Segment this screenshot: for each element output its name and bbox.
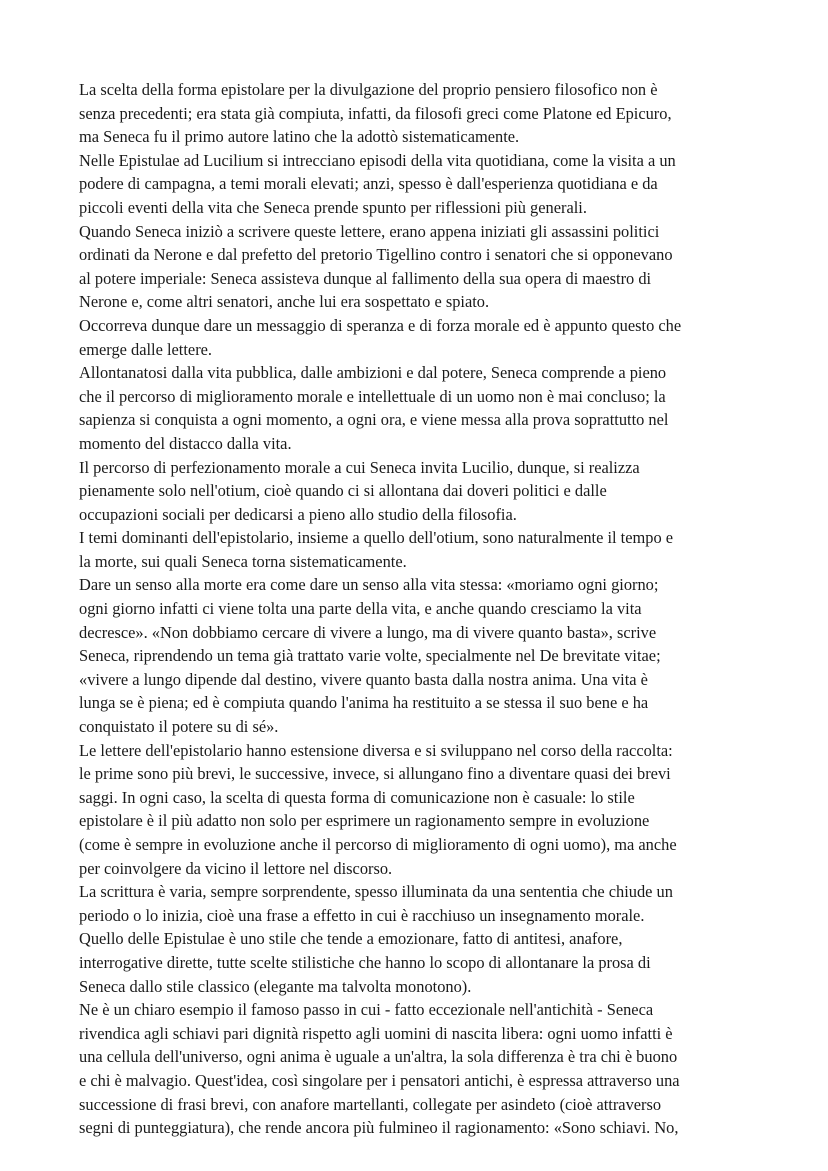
text-line: sapienza si conquista a ogni momento, a ogni ora, e viene messa alla prova soprattutto nel xyxy=(79,410,669,430)
text-line: pienamente solo nell'otium, cioè quando ci si allontana dai doveri politici e dalle xyxy=(79,481,607,501)
text-line: Nerone e, come altri senatori, anche lui era sospettato e spiato. xyxy=(79,292,490,312)
text-line: le prime sono più brevi, le successive, invece, si allungano fino a diventare quasi dei brevi xyxy=(79,764,671,784)
text-line: la morte, sui quali Seneca torna sistematicamente. xyxy=(79,551,407,571)
text-line: Il percorso di perfezionamento morale a cui Seneca invita Lucilio, dunque, si realizza xyxy=(79,457,640,477)
text-line: periodo o lo inizia, cioè una frase a effetto in cui è racchiuso un insegnamento morale. xyxy=(79,905,645,925)
text-line: che il percorso di miglioramento morale e intellettuale di un uomo non è mai concluso; la xyxy=(79,386,666,406)
text-line: interrogative dirette, tutte scelte stilistiche che hanno lo scopo di allontanare la prosa di xyxy=(79,952,651,972)
text-line: senza precedenti; era stata già compiuta, infatti, da filosofi greci come Platone ed Epicuro, xyxy=(79,103,672,123)
text-line: conquistato il potere su di sé». xyxy=(79,717,279,737)
text-line: (come è sempre in evoluzione anche il percorso di miglioramento di ogni uomo), ma anche xyxy=(79,835,677,854)
document-page xyxy=(79,78,759,1140)
text-line: ordinati da Nerone e dal prefetto del pretorio Tigellino contro i senatori che si opponevano xyxy=(79,245,673,265)
text-line: podere di campagna, a temi morali elevati; anzi, spesso è dall'esperienza quotidiana e da xyxy=(79,174,658,194)
text-line: La scrittura è varia, sempre sorprendente, spesso illuminata da una sententia che chiude un xyxy=(79,882,673,902)
text-line: Ne è un chiaro esempio il famoso passo in cui - fatto eccezionale nell'antichità - Seneca xyxy=(79,1000,654,1020)
text-line: Nelle Epistulae ad Lucilium si intrecciano episodi della vita quotidiana, come la visita a un xyxy=(79,150,676,170)
text-line: Quando Seneca iniziò a scrivere queste lettere, erano appena iniziati gli assassini politici xyxy=(79,221,660,241)
text-line: La scelta della forma epistolare per la divulgazione del proprio pensiero filosofico non è xyxy=(79,80,658,99)
text-line: lunga se è piena; ed è compiuta quando l'anima ha restituito a se stessa il suo bene e ha xyxy=(79,693,649,713)
text-line: I temi dominanti dell'epistolario, insieme a quello dell'otium, sono naturalmente il tempo e xyxy=(79,528,674,548)
text-line: epistolare è il più adatto non solo per esprimere un ragionamento sempre in evoluzione xyxy=(79,811,650,831)
text-line: emerge dalle lettere. xyxy=(79,339,213,359)
text-line: Seneca, riprendendo un tema già trattato varie volte, specialmente nel De brevitate vitae; xyxy=(79,646,661,666)
text-line: Le lettere dell'epistolario hanno estensione diversa e si sviluppano nel corso della raccolta: xyxy=(79,740,673,760)
text-line: occupazioni sociali per dedicarsi a pieno allo studio della filosofia. xyxy=(79,504,517,524)
text-line: piccoli eventi della vita che Seneca prende spunto per riflessioni più generali. xyxy=(79,197,587,217)
text-line: Occorreva dunque dare un messaggio di speranza e di forza morale ed è appunto questo che xyxy=(79,315,682,335)
text-line: Seneca dallo stile classico (elegante ma talvolta monotono). xyxy=(79,976,472,996)
text-line: rivendica agli schiavi pari dignità rispetto agli uomini di nascita libera: ogni uomo infatti è xyxy=(79,1023,673,1043)
text-line: segni di punteggiatura), che rende ancora più fulmineo il ragionamento: «Sono schiavi. No, xyxy=(79,1118,679,1138)
text-line: saggi. In ogni caso, la scelta di questa forma di comunicazione non è casuale: lo stile xyxy=(79,787,635,807)
text-line: ma Seneca fu il primo autore latino che la adottò sistematicamente. xyxy=(79,127,520,147)
text-line: Allontanatosi dalla vita pubblica, dalle ambizioni e dal potere, Seneca comprende a pieno xyxy=(79,363,667,383)
text-line: momento del distacco dalla vita. xyxy=(79,433,292,453)
text-line: successione di frasi brevi, con anafore martellanti, collegate per asindeto (cioè attraverso xyxy=(79,1094,662,1114)
text-line: per coinvolgere da vicino il lettore nel discorso. xyxy=(79,858,393,878)
text-line: decresce». «Non dobbiamo cercare di vivere a lungo, ma di vivere quanto basta», scrive xyxy=(79,622,657,642)
text-line: Quello delle Epistulae è uno stile che tende a emozionare, fatto di antitesi, anafore, xyxy=(79,929,623,949)
text-line: una cellula dell'universo, ogni anima è uguale a un'altra, la sola differenza è tra chi è buono xyxy=(79,1047,678,1067)
text-line: e chi è malvagio. Quest'idea, così singolare per i pensatori antichi, è espressa attraverso una xyxy=(79,1070,680,1090)
text-line: Dare un senso alla morte era come dare un senso alla vita stessa: «moriamo ogni giorno; xyxy=(79,575,659,595)
text-line: «vivere a lungo dipende dal destino, vivere quanto basta dalla nostra anima. Una vita è xyxy=(79,669,648,689)
text-line: al potere imperiale: Seneca assisteva dunque al fallimento della sua opera di maestro di xyxy=(79,268,652,288)
text-line: ogni giorno infatti ci viene tolta una parte della vita, e anche quando cresciamo la vita xyxy=(79,599,642,619)
